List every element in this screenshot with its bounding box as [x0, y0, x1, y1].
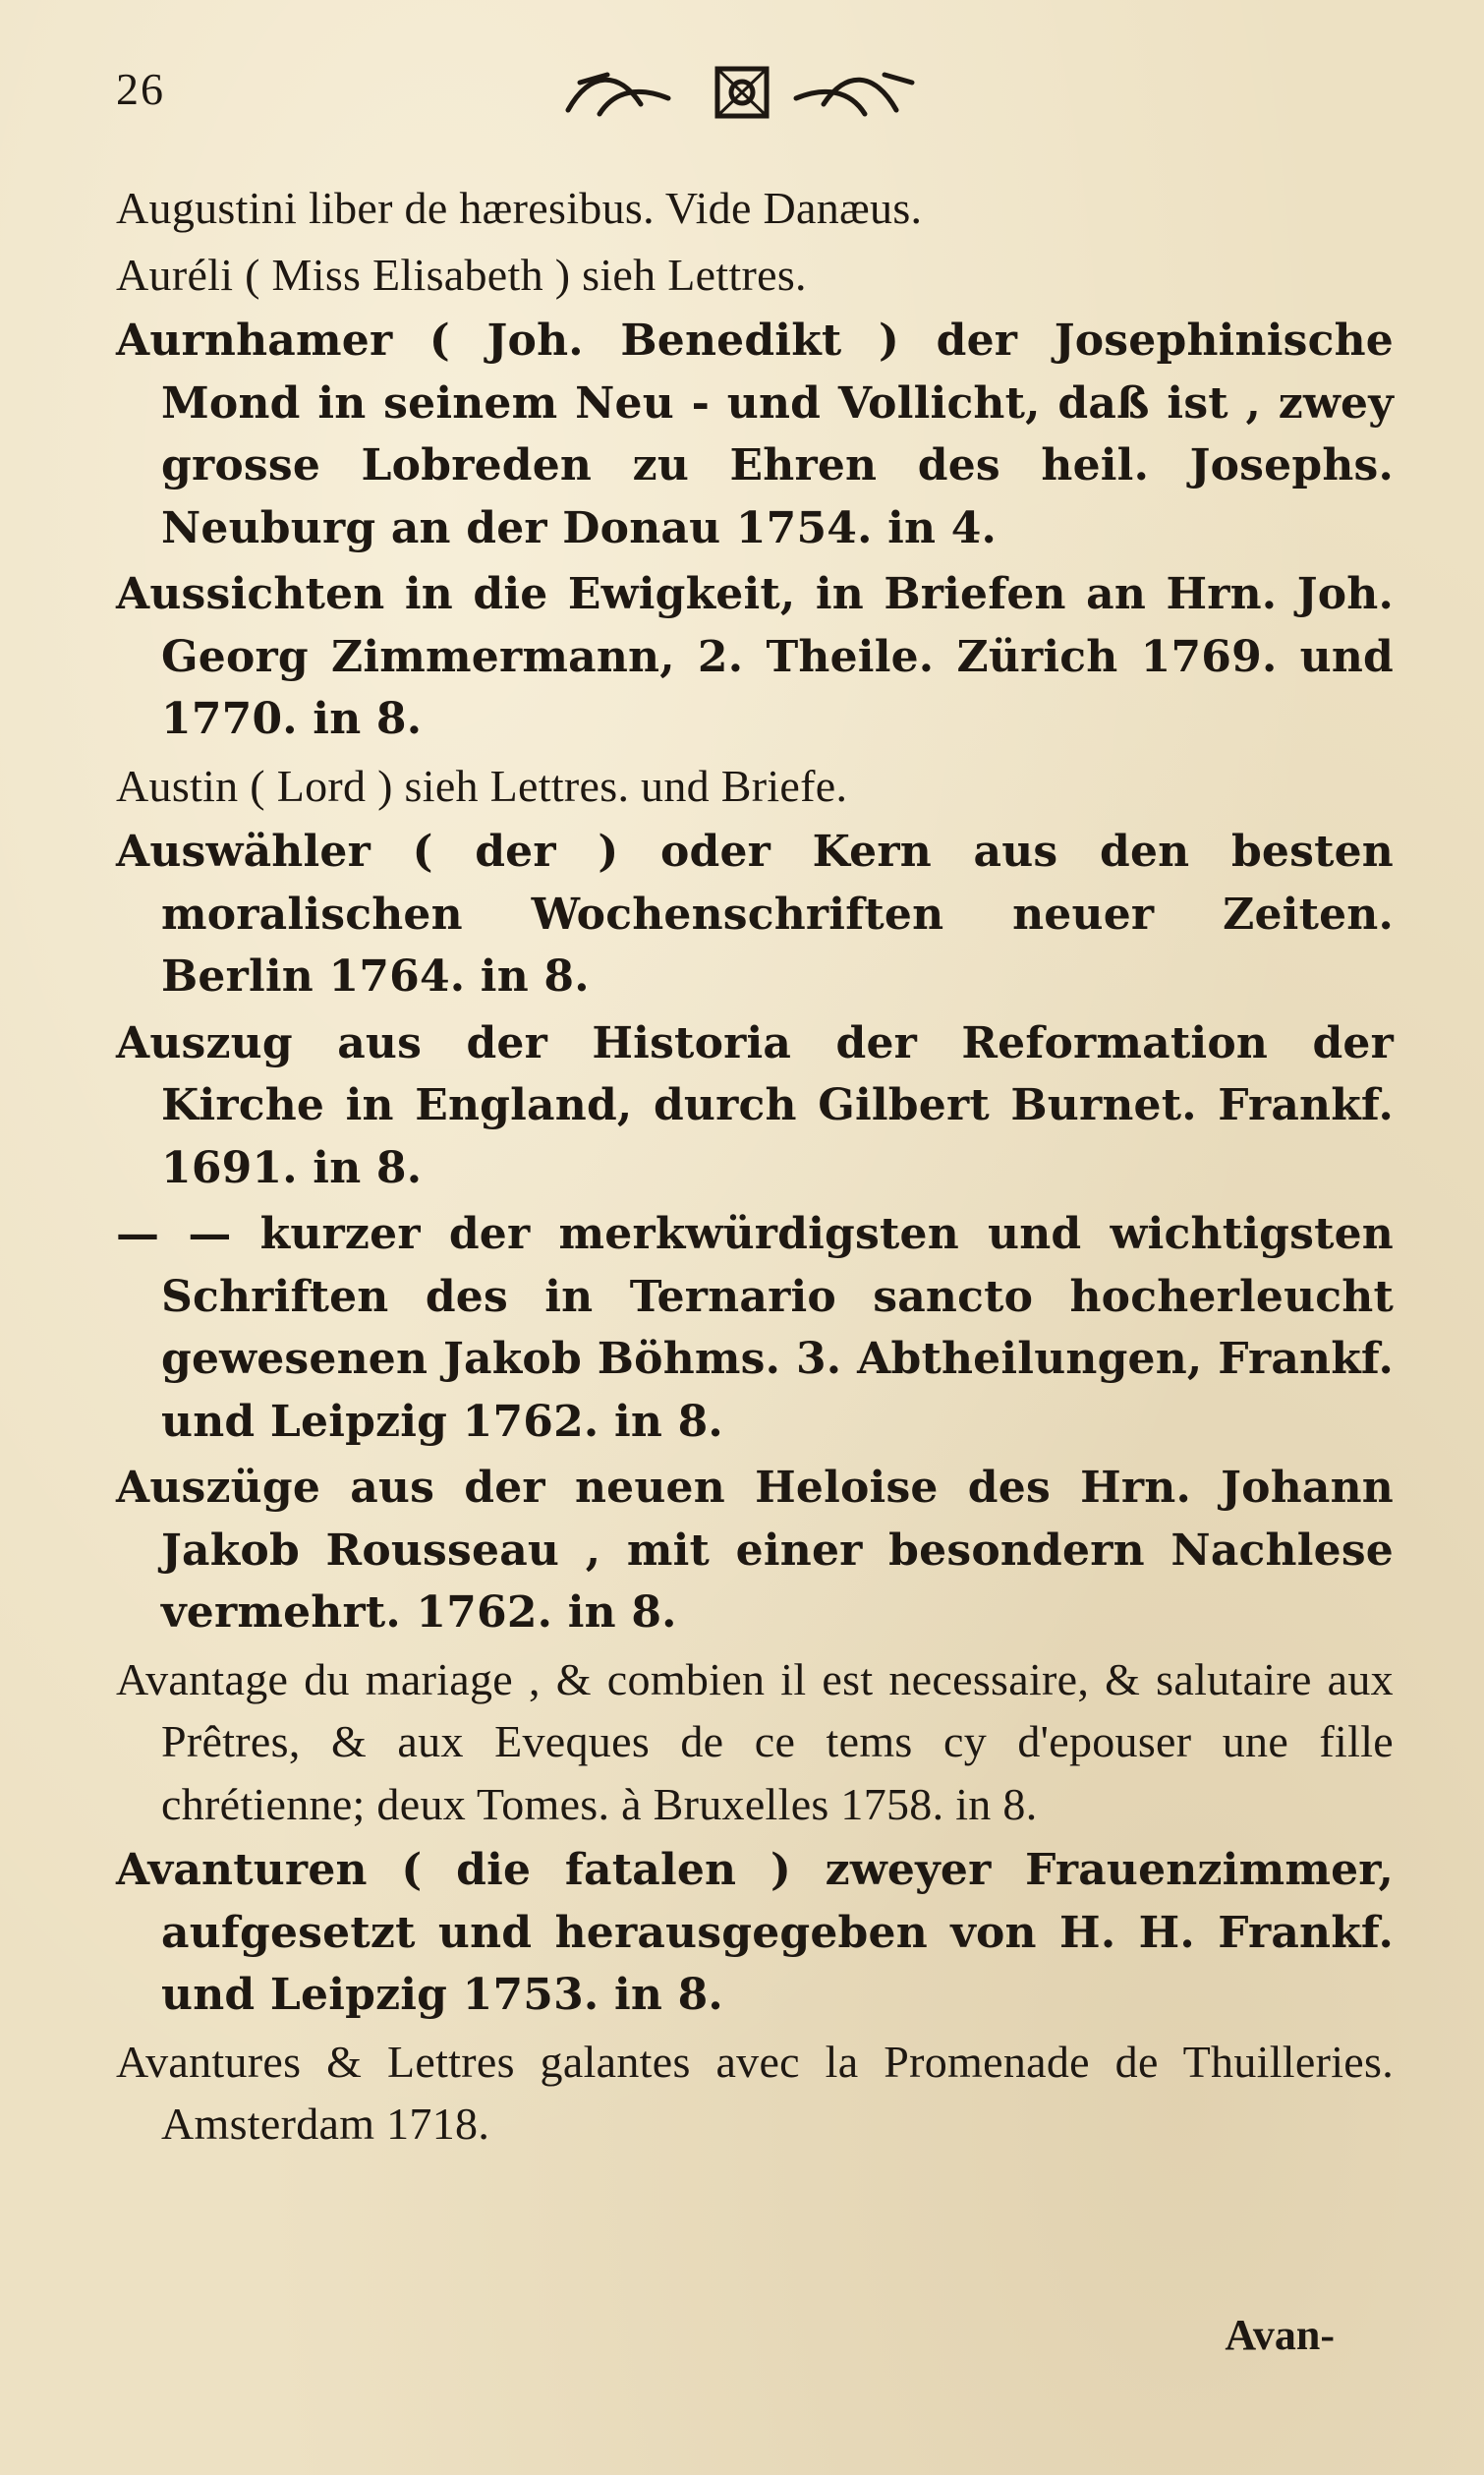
index-entry: Auswähler ( der ) oder Kern aus den besten moralischen Wochenschriften neuer Zeiten. Berlin 1764. in 8.	[116, 827, 1394, 1002]
index-entry: Auszug aus der Historia der Reformation der Kirche in England, durch Gilbert Burnet. Frankf. 1691. in 8.	[116, 1017, 1394, 1193]
printer-ornament-icon	[560, 61, 934, 124]
index-entry: — — kurzer der merkwürdigsten und wichtigsten Schriften des in Ternario sancto hocherleucht gewesenen Jakob Böhms. 3. Abtheilungen, Frankf. und Leipzig 1762. in 8.	[116, 1209, 1394, 1447]
index-entry: Auréli ( Miss Elisabeth ) sieh Lettres.	[116, 249, 807, 300]
index-entry: Avantage du mariage , & combien il est necessaire, & salutaire aux Prêtres, & aux Eveques de ce tems cy d'epouser une fille chrétienne; deux Tomes. à Bruxelles 1758. in 8.	[116, 1653, 1394, 1829]
page-header	[0, 57, 1484, 126]
index-entry: Aussichten in die Ewigkeit, in Briefen an Hrn. Joh. Georg Zimmermann, 2. Theile. Zürich 1769. und 1770. in 8.	[116, 569, 1394, 744]
catchword: Avan-	[1225, 2311, 1335, 2359]
index-entry: Avanturen ( die fatalen ) zweyer Frauenzimmer, aufgesetzt und herausgegeben von H. H. Frankf. und Leipzig 1753. in 8.	[116, 1845, 1394, 2020]
index-entries	[116, 177, 1394, 2159]
index-entry: Auszüge aus der neuen Heloise des Hrn. Johann Jakob Rousseau , mit einer besondern Nachlese vermehrt. 1762. in 8.	[116, 1463, 1394, 1638]
index-entry: Avantures & Lettres galantes avec la Promenade de Thuilleries. Amsterdam 1718.	[116, 2036, 1394, 2149]
index-entry: Aurnhamer ( Joh. Benedikt ) der Josephinische Mond in seinem Neu - und Vollicht, daß ist , zwey grosse Lobreden zu Ehren des heil. Josephs. Neuburg an der Donau 1754. in 4.	[116, 316, 1394, 553]
index-entry: Austin ( Lord ) sieh Lettres. und Briefe.	[116, 760, 848, 811]
index-entry: Augustini liber de hæresibus. Vide Danæus.	[116, 183, 923, 233]
page-number: 26	[116, 64, 165, 114]
